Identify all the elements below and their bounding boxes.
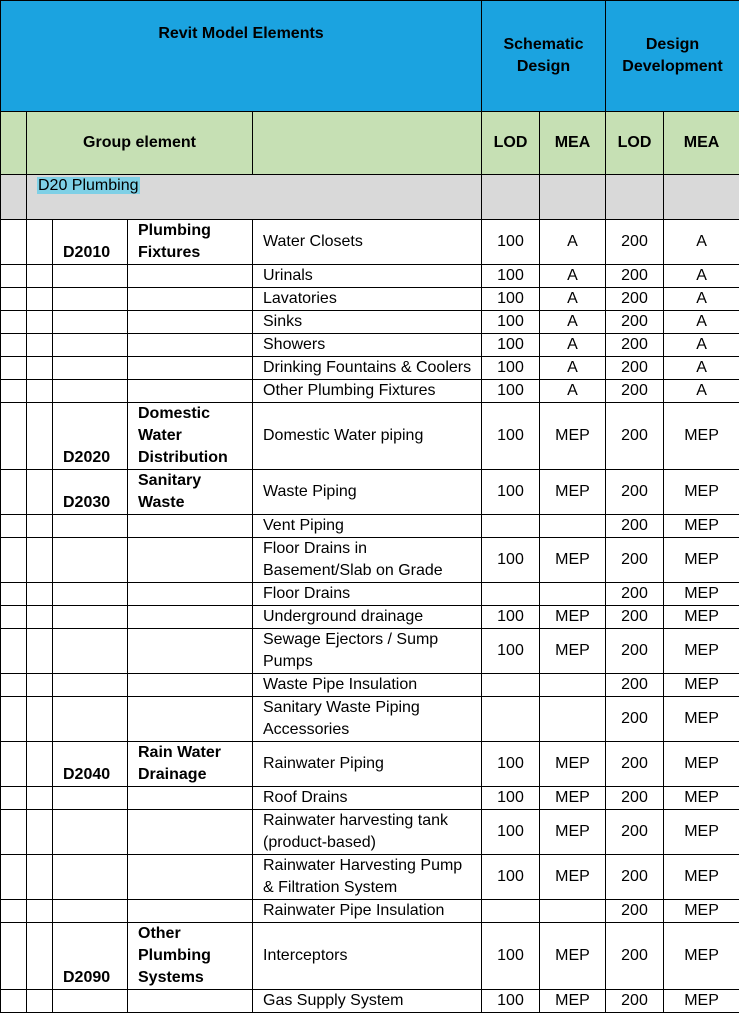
sd-mea-value: MEP bbox=[540, 923, 606, 990]
element-name: Waste Pipe Insulation bbox=[253, 674, 482, 697]
element-name: Roof Drains bbox=[253, 787, 482, 810]
element-code bbox=[53, 606, 128, 629]
table-row bbox=[1, 403, 739, 470]
indent-cell bbox=[27, 583, 53, 606]
group-name: Rain Water Drainage bbox=[128, 742, 253, 787]
table-row bbox=[1, 265, 739, 288]
indent-cell bbox=[27, 606, 53, 629]
group-name bbox=[128, 674, 253, 697]
sd-mea-value: MEP bbox=[540, 629, 606, 674]
section-cell bbox=[27, 175, 482, 220]
element-code bbox=[53, 787, 128, 810]
element-code: D2040 bbox=[53, 742, 128, 787]
dd-lod-value: 200 bbox=[606, 697, 664, 742]
group-name bbox=[128, 629, 253, 674]
dd-lod-value: 200 bbox=[606, 470, 664, 515]
element-code: D2090 bbox=[53, 923, 128, 990]
table-row bbox=[1, 311, 739, 334]
group-name bbox=[128, 288, 253, 311]
dd-mea-value: MEP bbox=[664, 583, 739, 606]
sd-lod-value: 100 bbox=[482, 470, 540, 515]
schematic-design-header: Schematic Design bbox=[482, 1, 606, 112]
sd-lod-value bbox=[482, 900, 540, 923]
indent-cell bbox=[27, 220, 53, 265]
section-blank bbox=[606, 175, 664, 220]
table-row bbox=[1, 470, 739, 515]
group-name: Domestic Water Distribution bbox=[128, 403, 253, 470]
table-row bbox=[1, 538, 739, 583]
dd-mea-value: A bbox=[664, 311, 739, 334]
element-code bbox=[53, 515, 128, 538]
dd-mea-value: MEP bbox=[664, 515, 739, 538]
group-name bbox=[128, 538, 253, 583]
section-blank bbox=[482, 175, 540, 220]
sd-lod-value: 100 bbox=[482, 403, 540, 470]
group-name bbox=[128, 697, 253, 742]
sd-lod-value: 100 bbox=[482, 990, 540, 1013]
sd-lod-value: 100 bbox=[482, 742, 540, 787]
indent-cell bbox=[27, 810, 53, 855]
element-name: Showers bbox=[253, 334, 482, 357]
sd-mea-value bbox=[540, 900, 606, 923]
indent-cell bbox=[1, 357, 27, 380]
indent-cell bbox=[1, 583, 27, 606]
sd-mea-value bbox=[540, 515, 606, 538]
element-name: Sinks bbox=[253, 311, 482, 334]
sd-mea-value: A bbox=[540, 288, 606, 311]
sd-lod-value: 100 bbox=[482, 787, 540, 810]
dd-lod-value: 200 bbox=[606, 923, 664, 990]
table-row bbox=[1, 380, 739, 403]
sd-lod-value: 100 bbox=[482, 855, 540, 900]
table-row bbox=[1, 583, 739, 606]
sd-lod-value: 100 bbox=[482, 923, 540, 990]
dd-mea-value: A bbox=[664, 357, 739, 380]
element-name: Lavatories bbox=[253, 288, 482, 311]
table-row bbox=[1, 923, 739, 990]
table-row bbox=[1, 288, 739, 311]
element-code bbox=[53, 583, 128, 606]
element-code bbox=[53, 674, 128, 697]
dd-mea-value: MEP bbox=[664, 470, 739, 515]
table-row bbox=[1, 900, 739, 923]
table-row bbox=[1, 674, 739, 697]
dd-mea-value: A bbox=[664, 334, 739, 357]
element-code bbox=[53, 334, 128, 357]
element-code bbox=[53, 380, 128, 403]
table-row bbox=[1, 220, 739, 265]
sd-lod-value: 100 bbox=[482, 810, 540, 855]
dd-mea-header: MEA bbox=[664, 112, 739, 175]
sd-lod-value bbox=[482, 583, 540, 606]
sd-mea-value: MEP bbox=[540, 855, 606, 900]
group-name bbox=[128, 990, 253, 1013]
sd-mea-value bbox=[540, 674, 606, 697]
indent-cell bbox=[27, 334, 53, 357]
dd-lod-value: 200 bbox=[606, 606, 664, 629]
element-code bbox=[53, 810, 128, 855]
element-name: Floor Drains in Basement/Slab on Grade bbox=[253, 538, 482, 583]
design-development-header: Design Development bbox=[606, 1, 739, 112]
table-row bbox=[1, 697, 739, 742]
element-code bbox=[53, 697, 128, 742]
sd-mea-value: MEP bbox=[540, 606, 606, 629]
element-name: Other Plumbing Fixtures bbox=[253, 380, 482, 403]
indent-cell bbox=[27, 311, 53, 334]
indent-cell bbox=[1, 900, 27, 923]
section-title: D20 Plumbing bbox=[37, 177, 140, 194]
table-row bbox=[1, 787, 739, 810]
dd-mea-value: MEP bbox=[664, 674, 739, 697]
dd-mea-value: A bbox=[664, 288, 739, 311]
group-name bbox=[128, 380, 253, 403]
sd-lod-value: 100 bbox=[482, 357, 540, 380]
group-name bbox=[128, 265, 253, 288]
header-blank bbox=[253, 112, 482, 175]
element-code bbox=[53, 855, 128, 900]
dd-lod-value: 200 bbox=[606, 265, 664, 288]
dd-mea-value: MEP bbox=[664, 990, 739, 1013]
indent-cell bbox=[1, 674, 27, 697]
group-name bbox=[128, 357, 253, 380]
element-code bbox=[53, 265, 128, 288]
table-row bbox=[1, 334, 739, 357]
indent-cell bbox=[1, 470, 27, 515]
sd-mea-value: MEP bbox=[540, 810, 606, 855]
element-name: Water Closets bbox=[253, 220, 482, 265]
indent-cell bbox=[1, 629, 27, 674]
element-name: Gas Supply System bbox=[253, 990, 482, 1013]
indent-cell bbox=[1, 403, 27, 470]
dd-lod-value: 200 bbox=[606, 810, 664, 855]
sd-lod-header: LOD bbox=[482, 112, 540, 175]
dd-lod-value: 200 bbox=[606, 629, 664, 674]
indent-cell bbox=[27, 787, 53, 810]
sd-mea-value bbox=[540, 583, 606, 606]
element-name: Waste Piping bbox=[253, 470, 482, 515]
section-blank bbox=[664, 175, 739, 220]
table-row bbox=[1, 742, 739, 787]
sd-mea-value: A bbox=[540, 334, 606, 357]
section-row bbox=[1, 175, 739, 220]
dd-mea-value: A bbox=[664, 220, 739, 265]
sd-lod-value: 100 bbox=[482, 265, 540, 288]
indent-cell bbox=[1, 855, 27, 900]
sd-mea-value: A bbox=[540, 265, 606, 288]
indent-cell bbox=[27, 470, 53, 515]
indent-cell bbox=[27, 515, 53, 538]
element-name: Rainwater Piping bbox=[253, 742, 482, 787]
dd-lod-value: 200 bbox=[606, 380, 664, 403]
sd-lod-value: 100 bbox=[482, 288, 540, 311]
dd-mea-value: MEP bbox=[664, 810, 739, 855]
indent-cell bbox=[1, 923, 27, 990]
indent-cell bbox=[27, 742, 53, 787]
dd-lod-value: 200 bbox=[606, 855, 664, 900]
indent-cell bbox=[1, 990, 27, 1013]
dd-lod-value: 200 bbox=[606, 311, 664, 334]
sd-lod-value bbox=[482, 674, 540, 697]
indent-cell bbox=[1, 606, 27, 629]
section-blank bbox=[1, 175, 27, 220]
sd-mea-value: MEP bbox=[540, 787, 606, 810]
indent-cell bbox=[1, 334, 27, 357]
indent-cell bbox=[27, 403, 53, 470]
table-row bbox=[1, 357, 739, 380]
dd-mea-value: MEP bbox=[664, 787, 739, 810]
group-name bbox=[128, 787, 253, 810]
dd-lod-value: 200 bbox=[606, 334, 664, 357]
element-code: D2010 bbox=[53, 220, 128, 265]
element-code: D2020 bbox=[53, 403, 128, 470]
sd-mea-value: MEP bbox=[540, 470, 606, 515]
element-name: Domestic Water piping bbox=[253, 403, 482, 470]
sd-mea-value bbox=[540, 697, 606, 742]
sd-mea-value: A bbox=[540, 380, 606, 403]
sd-lod-value: 100 bbox=[482, 629, 540, 674]
header-row-2 bbox=[1, 112, 739, 175]
sd-mea-value: MEP bbox=[540, 403, 606, 470]
table-row bbox=[1, 629, 739, 674]
sd-lod-value: 100 bbox=[482, 334, 540, 357]
indent-cell bbox=[1, 538, 27, 583]
group-name bbox=[128, 311, 253, 334]
element-name: Underground drainage bbox=[253, 606, 482, 629]
table-row bbox=[1, 990, 739, 1013]
indent-cell bbox=[1, 265, 27, 288]
dd-lod-value: 200 bbox=[606, 288, 664, 311]
indent-cell bbox=[1, 380, 27, 403]
indent-cell bbox=[27, 288, 53, 311]
sd-lod-value: 100 bbox=[482, 311, 540, 334]
dd-mea-value: A bbox=[664, 265, 739, 288]
indent-cell bbox=[27, 697, 53, 742]
sd-mea-value: MEP bbox=[540, 538, 606, 583]
dd-mea-value: MEP bbox=[664, 403, 739, 470]
header-row-1 bbox=[1, 1, 739, 112]
indent-cell bbox=[1, 515, 27, 538]
dd-mea-value: MEP bbox=[664, 923, 739, 990]
element-code bbox=[53, 288, 128, 311]
element-name: Rainwater harvesting tank (product-based) bbox=[253, 810, 482, 855]
sd-lod-value bbox=[482, 515, 540, 538]
indent-cell bbox=[27, 357, 53, 380]
indent-cell bbox=[1, 810, 27, 855]
element-name: Sanitary Waste Piping Accessories bbox=[253, 697, 482, 742]
sd-mea-value: MEP bbox=[540, 990, 606, 1013]
element-code bbox=[53, 629, 128, 674]
indent-cell bbox=[1, 220, 27, 265]
dd-mea-value: MEP bbox=[664, 606, 739, 629]
element-code bbox=[53, 357, 128, 380]
table-row bbox=[1, 606, 739, 629]
table-row bbox=[1, 515, 739, 538]
header-blank bbox=[1, 112, 27, 175]
indent-cell bbox=[27, 900, 53, 923]
table-row bbox=[1, 810, 739, 855]
dd-lod-value: 200 bbox=[606, 357, 664, 380]
indent-cell bbox=[1, 697, 27, 742]
element-name: Sewage Ejectors / Sump Pumps bbox=[253, 629, 482, 674]
element-name: Urinals bbox=[253, 265, 482, 288]
indent-cell bbox=[27, 538, 53, 583]
indent-cell bbox=[27, 990, 53, 1013]
group-name bbox=[128, 855, 253, 900]
group-name: Sanitary Waste bbox=[128, 470, 253, 515]
dd-lod-value: 200 bbox=[606, 515, 664, 538]
indent-cell bbox=[27, 380, 53, 403]
dd-lod-value: 200 bbox=[606, 990, 664, 1013]
group-name: Plumbing Fixtures bbox=[128, 220, 253, 265]
dd-mea-value: MEP bbox=[664, 697, 739, 742]
table-title: Revit Model Elements bbox=[1, 1, 482, 112]
dd-lod-value: 200 bbox=[606, 674, 664, 697]
group-name bbox=[128, 583, 253, 606]
element-code bbox=[53, 311, 128, 334]
dd-mea-value: MEP bbox=[664, 855, 739, 900]
table-row bbox=[1, 855, 739, 900]
dd-lod-value: 200 bbox=[606, 538, 664, 583]
dd-lod-header: LOD bbox=[606, 112, 664, 175]
sd-mea-value: A bbox=[540, 311, 606, 334]
element-name: Vent Piping bbox=[253, 515, 482, 538]
indent-cell bbox=[27, 265, 53, 288]
group-name bbox=[128, 334, 253, 357]
dd-lod-value: 200 bbox=[606, 583, 664, 606]
indent-cell bbox=[1, 288, 27, 311]
group-name bbox=[128, 900, 253, 923]
sd-lod-value: 100 bbox=[482, 220, 540, 265]
element-code bbox=[53, 538, 128, 583]
group-name bbox=[128, 810, 253, 855]
dd-mea-value: MEP bbox=[664, 742, 739, 787]
element-name: Rainwater Pipe Insulation bbox=[253, 900, 482, 923]
indent-cell bbox=[1, 742, 27, 787]
sd-lod-value: 100 bbox=[482, 606, 540, 629]
sd-mea-value: A bbox=[540, 357, 606, 380]
dd-lod-value: 200 bbox=[606, 742, 664, 787]
dd-mea-value: MEP bbox=[664, 538, 739, 583]
sd-mea-value: MEP bbox=[540, 742, 606, 787]
element-name: Interceptors bbox=[253, 923, 482, 990]
sd-lod-value: 100 bbox=[482, 380, 540, 403]
indent-cell bbox=[27, 674, 53, 697]
dd-lod-value: 200 bbox=[606, 900, 664, 923]
dd-mea-value: MEP bbox=[664, 629, 739, 674]
sd-mea-value: A bbox=[540, 220, 606, 265]
sd-lod-value: 100 bbox=[482, 538, 540, 583]
dd-mea-value: A bbox=[664, 380, 739, 403]
sd-lod-value bbox=[482, 697, 540, 742]
group-name bbox=[128, 515, 253, 538]
dd-lod-value: 200 bbox=[606, 787, 664, 810]
dd-lod-value: 200 bbox=[606, 220, 664, 265]
group-name bbox=[128, 606, 253, 629]
indent-cell bbox=[27, 855, 53, 900]
element-code: D2030 bbox=[53, 470, 128, 515]
element-code bbox=[53, 990, 128, 1013]
dd-lod-value: 200 bbox=[606, 403, 664, 470]
indent-cell bbox=[27, 629, 53, 674]
element-name: Rainwater Harvesting Pump & Filtration System bbox=[253, 855, 482, 900]
indent-cell bbox=[1, 311, 27, 334]
group-element-header: Group element bbox=[27, 112, 253, 175]
indent-cell bbox=[27, 923, 53, 990]
indent-cell bbox=[1, 787, 27, 810]
section-blank bbox=[540, 175, 606, 220]
group-name: Other Plumbing Systems bbox=[128, 923, 253, 990]
element-name: Drinking Fountains & Coolers bbox=[253, 357, 482, 380]
dd-mea-value: MEP bbox=[664, 900, 739, 923]
element-name: Floor Drains bbox=[253, 583, 482, 606]
sd-mea-header: MEA bbox=[540, 112, 606, 175]
element-code bbox=[53, 900, 128, 923]
